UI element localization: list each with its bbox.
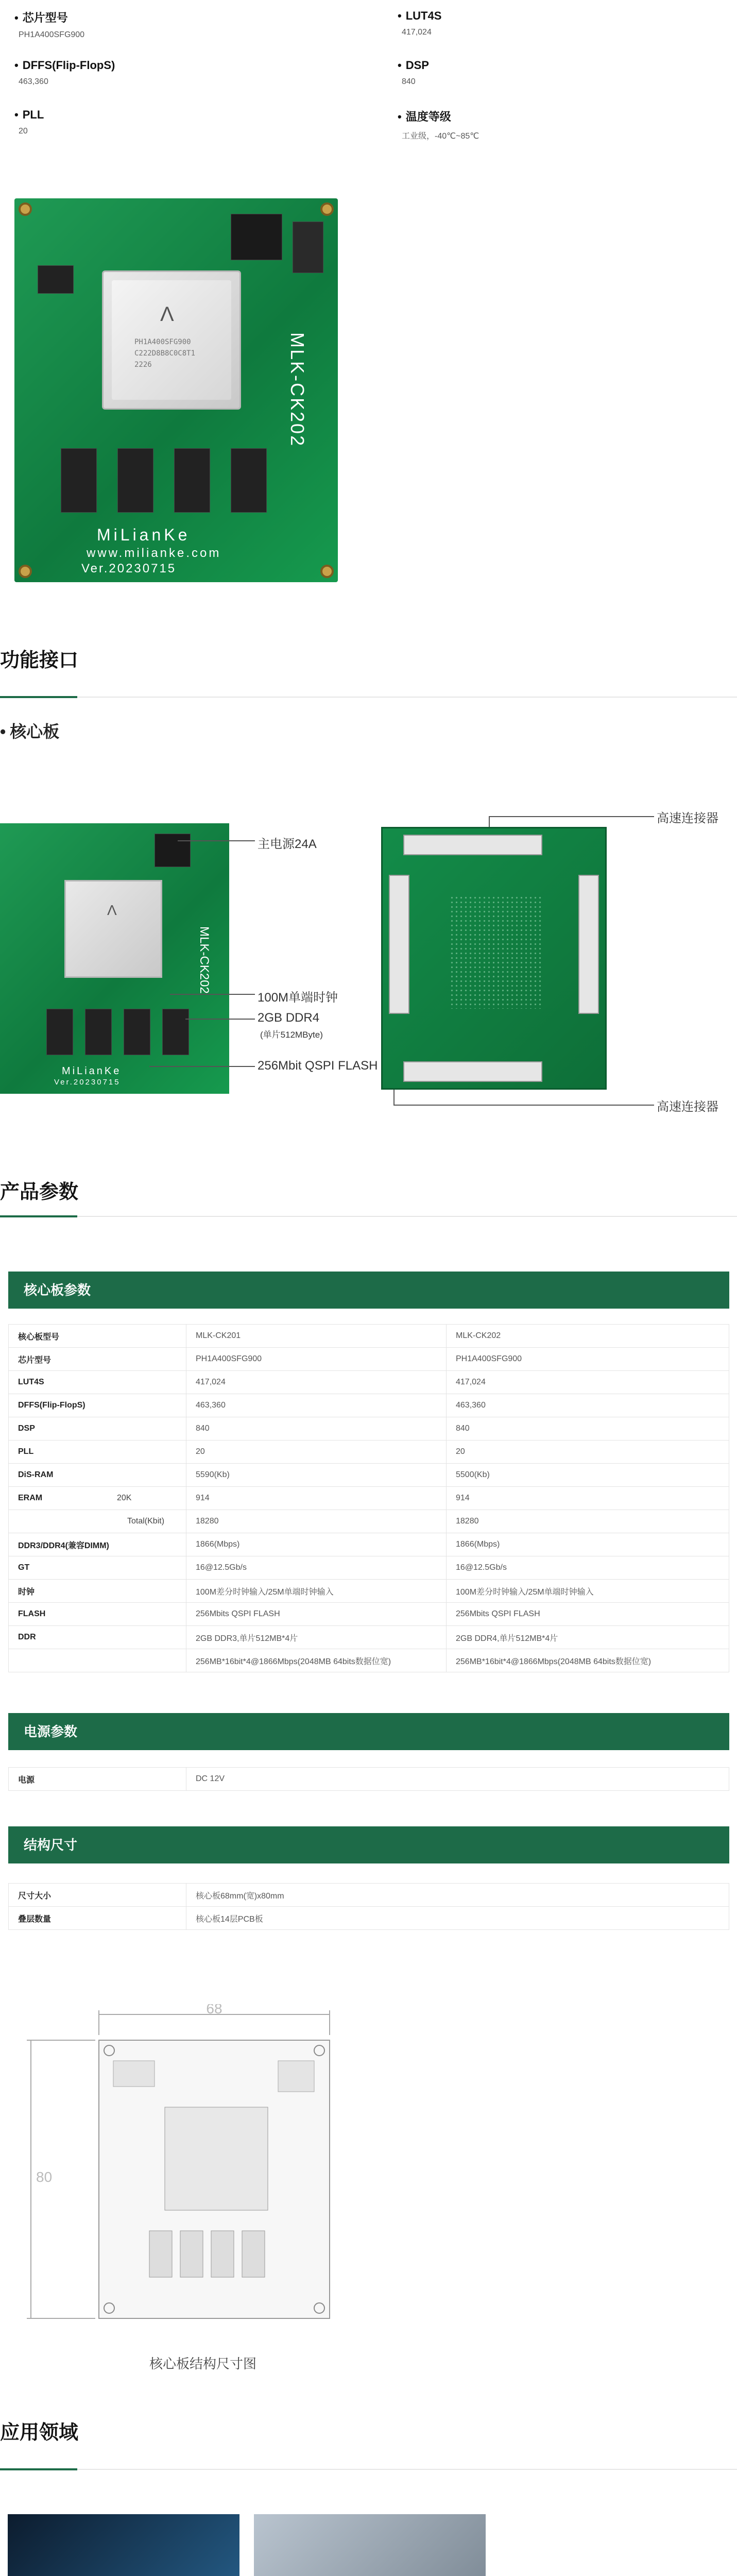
board-model-label: MLK-CK202 bbox=[197, 926, 211, 994]
table-row bbox=[9, 1603, 729, 1626]
table-cell-key-sub: 20K bbox=[117, 1494, 132, 1502]
power-params-bar: 电源参数 bbox=[8, 1713, 729, 1750]
section-accent bbox=[0, 696, 77, 698]
chip-marking: PH1A400SFG900 bbox=[134, 338, 191, 346]
callout-clock: 100M单端时钟 bbox=[258, 991, 338, 1005]
table-cell-ck202: 5500(Kb) bbox=[447, 1464, 729, 1487]
table-row bbox=[9, 1417, 729, 1440]
table-row bbox=[9, 1626, 729, 1649]
core-board-heading-text: 核心板 bbox=[10, 722, 60, 741]
core-board-photo bbox=[14, 198, 338, 582]
table-row bbox=[9, 1533, 729, 1556]
table-cell-ck202: 914 bbox=[447, 1487, 729, 1510]
dimension-width: 68 bbox=[206, 2004, 222, 2016]
application-image bbox=[254, 2514, 486, 2576]
section-divider bbox=[0, 2469, 737, 2470]
table-cell-ck202: 1866(Mbps) bbox=[447, 1533, 729, 1556]
table-cell-key: 核心板型号 bbox=[9, 1325, 186, 1348]
spec-item bbox=[14, 108, 44, 136]
table-row bbox=[9, 1768, 729, 1791]
spec-item bbox=[398, 59, 429, 87]
connector-right bbox=[578, 875, 599, 1014]
table-cell-ck202: 100M差分时钟输入/25M单端时钟输入 bbox=[447, 1580, 729, 1603]
table-cell-ck202: 417,024 bbox=[447, 1371, 729, 1394]
connector-top bbox=[403, 835, 542, 855]
chip-marking: C222D8B8C0C8T1 bbox=[134, 349, 196, 358]
struct-params-bar: 结构尺寸 bbox=[8, 1826, 729, 1863]
spec-label: • DFFS(Flip-FlopS) bbox=[14, 59, 115, 72]
board-version: Ver.20230715 bbox=[54, 1078, 121, 1087]
table-cell-ck201: PH1A400SFG900 bbox=[186, 1348, 447, 1371]
table-row bbox=[9, 1348, 729, 1371]
table-cell-ck201: 914 bbox=[186, 1487, 447, 1510]
table-cell-ck202: 2GB DDR4,单片512MB*4片 bbox=[447, 1626, 729, 1649]
power-params-table bbox=[8, 1767, 729, 1791]
table-row bbox=[9, 1440, 729, 1464]
table-cell-value: DC 12V bbox=[186, 1768, 729, 1791]
connector-left bbox=[389, 875, 409, 1014]
section-title-params: 产品参数 bbox=[0, 1181, 79, 1203]
fpga-outline bbox=[165, 2107, 268, 2210]
board-version: Ver.20230715 bbox=[81, 562, 177, 575]
section-accent bbox=[0, 1215, 77, 1217]
table-row bbox=[9, 1510, 729, 1533]
table-cell-key: 芯片型号 bbox=[9, 1348, 186, 1371]
table-cell-key: LUT4S bbox=[9, 1371, 186, 1394]
spec-value: 840 bbox=[402, 77, 416, 86]
table-cell-ck202: 256Mbits QSPI FLASH bbox=[447, 1603, 729, 1626]
table-row bbox=[9, 1394, 729, 1417]
section-divider bbox=[0, 1216, 737, 1217]
core-board-back-photo bbox=[381, 827, 607, 1090]
table-row bbox=[9, 1649, 729, 1672]
dimension-caption: 核心板结构尺寸图 bbox=[149, 2356, 257, 2371]
board-url: www.milianke.com bbox=[87, 546, 221, 560]
table-cell-key bbox=[9, 1487, 186, 1510]
table-row bbox=[9, 1556, 729, 1580]
callout-ddr: 2GB DDR4 bbox=[258, 1011, 320, 1025]
table-cell-key: FLASH bbox=[9, 1603, 186, 1626]
spec-label: • 温度等级 bbox=[398, 108, 479, 124]
board-brand: MiLianKe bbox=[62, 1065, 122, 1077]
mount-hole bbox=[19, 565, 32, 578]
spec-item bbox=[398, 108, 479, 141]
table-cell-ck202: 463,360 bbox=[447, 1394, 729, 1417]
table-row bbox=[9, 1884, 729, 1907]
table-cell-ck202: MLK-CK202 bbox=[447, 1325, 729, 1348]
board-model-label: MLK-CK202 bbox=[287, 332, 308, 448]
spec-value: 463,360 bbox=[19, 77, 48, 86]
table-cell-key: 电源 bbox=[9, 1768, 186, 1791]
section-accent bbox=[0, 2468, 77, 2470]
table-row bbox=[9, 1907, 729, 1930]
table-row bbox=[9, 1464, 729, 1487]
connector-bottom bbox=[403, 1061, 542, 1082]
table-row bbox=[9, 1371, 729, 1394]
section-title-interface: 功能接口 bbox=[0, 650, 79, 671]
bga-pad-area bbox=[450, 895, 542, 1009]
power-module bbox=[231, 214, 282, 260]
table-cell-key-main: ERAM bbox=[18, 1494, 43, 1502]
spec-value: 20 bbox=[19, 127, 28, 135]
application-image bbox=[8, 2514, 239, 2576]
table-cell-ck201: 840 bbox=[186, 1417, 447, 1440]
section-title-apps: 应用领域 bbox=[0, 2422, 79, 2444]
spec-label: • 芯片型号 bbox=[14, 9, 84, 25]
table-cell-ck202: PH1A400SFG900 bbox=[447, 1348, 729, 1371]
core-params-bar: 核心板参数 bbox=[8, 1272, 729, 1309]
table-cell-ck201: 2GB DDR3,单片512MB*4片 bbox=[186, 1626, 447, 1649]
table-cell-ck201: 18280 bbox=[186, 1510, 447, 1533]
table-cell-key-sub: Total(Kbit) bbox=[127, 1517, 165, 1526]
inductor bbox=[293, 222, 323, 273]
table-cell-key: 尺寸大小 bbox=[9, 1884, 186, 1907]
ddr-chip bbox=[231, 448, 267, 513]
table-cell-key bbox=[9, 1649, 186, 1672]
struct-params-table bbox=[8, 1883, 729, 1930]
callout-lines bbox=[0, 814, 737, 1123]
table-cell-ck201: 100M差分时钟输入/25M单端时钟输入 bbox=[186, 1580, 447, 1603]
mount-hole bbox=[320, 202, 334, 216]
table-cell-ck201: 5590(Kb) bbox=[186, 1464, 447, 1487]
section-divider bbox=[0, 697, 737, 698]
spec-value: 工业级，-40℃~85℃ bbox=[402, 132, 479, 141]
table-cell-key: DiS-RAM bbox=[9, 1464, 186, 1487]
table-row bbox=[9, 1580, 729, 1603]
table-cell-ck201: 16@12.5Gb/s bbox=[186, 1556, 447, 1580]
table-cell-ck201: MLK-CK201 bbox=[186, 1325, 447, 1348]
table-cell-key: DDR3/DDR4(兼容DIMM) bbox=[9, 1533, 186, 1556]
chip-marking: 2226 bbox=[134, 361, 152, 369]
board-brand: MiLianKe bbox=[97, 526, 191, 544]
spec-label: • PLL bbox=[14, 108, 44, 122]
table-row bbox=[9, 1325, 729, 1348]
spec-item bbox=[398, 9, 441, 37]
table-cell-ck201: 463,360 bbox=[186, 1394, 447, 1417]
table-cell-key: DFFS(Flip-FlopS) bbox=[9, 1394, 186, 1417]
core-params-table bbox=[8, 1324, 729, 1672]
table-cell-key: 叠层数量 bbox=[9, 1907, 186, 1930]
table-cell-key: DSP bbox=[9, 1417, 186, 1440]
callout-ddr-sub: (单片512MByte) bbox=[260, 1030, 323, 1040]
table-cell-value: 核心板68mm(宽)x80mm bbox=[186, 1884, 729, 1907]
table-cell-ck202: 840 bbox=[447, 1417, 729, 1440]
chip-logo: Λ bbox=[160, 303, 174, 326]
table-cell-ck202: 18280 bbox=[447, 1510, 729, 1533]
table-cell-key: DDR bbox=[9, 1626, 186, 1649]
dimension-height: 80 bbox=[36, 2169, 53, 2185]
spec-label: • LUT4S bbox=[398, 9, 441, 23]
table-cell-ck201: 1866(Mbps) bbox=[186, 1533, 447, 1556]
spec-value: PH1A400SFG900 bbox=[19, 30, 85, 39]
ddr-chip bbox=[117, 448, 153, 513]
mount-hole bbox=[320, 565, 334, 578]
ddr-chip bbox=[61, 448, 97, 513]
callout-flash: 256Mbit QSPI FLASH bbox=[258, 1059, 378, 1073]
table-cell-ck201: 256MB*16bit*4@1866Mbps(2048MB 64bits数据位宽) bbox=[186, 1649, 447, 1672]
dimension-drawing bbox=[21, 2004, 350, 2334]
table-cell-key: GT bbox=[9, 1556, 186, 1580]
table-cell-key: 时钟 bbox=[9, 1580, 186, 1603]
ic-chip bbox=[38, 265, 74, 294]
table-cell-ck202: 16@12.5Gb/s bbox=[447, 1556, 729, 1580]
table-cell-key: PLL bbox=[9, 1440, 186, 1464]
fpga-chip bbox=[102, 270, 241, 410]
callout-power: 主电源24A bbox=[258, 837, 317, 851]
callout-conn-top: 高速连接器 bbox=[657, 811, 718, 825]
spec-item bbox=[14, 59, 115, 87]
table-cell-ck201: 417,024 bbox=[186, 1371, 447, 1394]
table-cell-ck201: 20 bbox=[186, 1440, 447, 1464]
callout-conn-bottom: 高速连接器 bbox=[657, 1100, 718, 1114]
table-cell-value: 核心板14层PCB板 bbox=[186, 1907, 729, 1930]
table-row bbox=[9, 1487, 729, 1510]
mount-hole bbox=[19, 202, 32, 216]
ddr-chip bbox=[174, 448, 210, 513]
chip-logo: Λ bbox=[107, 902, 117, 918]
table-cell-ck201: 256Mbits QSPI FLASH bbox=[186, 1603, 447, 1626]
core-board-heading bbox=[0, 719, 59, 742]
table-cell-ck202: 256MB*16bit*4@1866Mbps(2048MB 64bits数据位宽) bbox=[447, 1649, 729, 1672]
table-cell-key bbox=[9, 1510, 186, 1533]
spec-item bbox=[14, 9, 84, 40]
spec-label: • DSP bbox=[398, 59, 429, 72]
table-cell-ck202: 20 bbox=[447, 1440, 729, 1464]
spec-value: 417,024 bbox=[402, 28, 432, 37]
